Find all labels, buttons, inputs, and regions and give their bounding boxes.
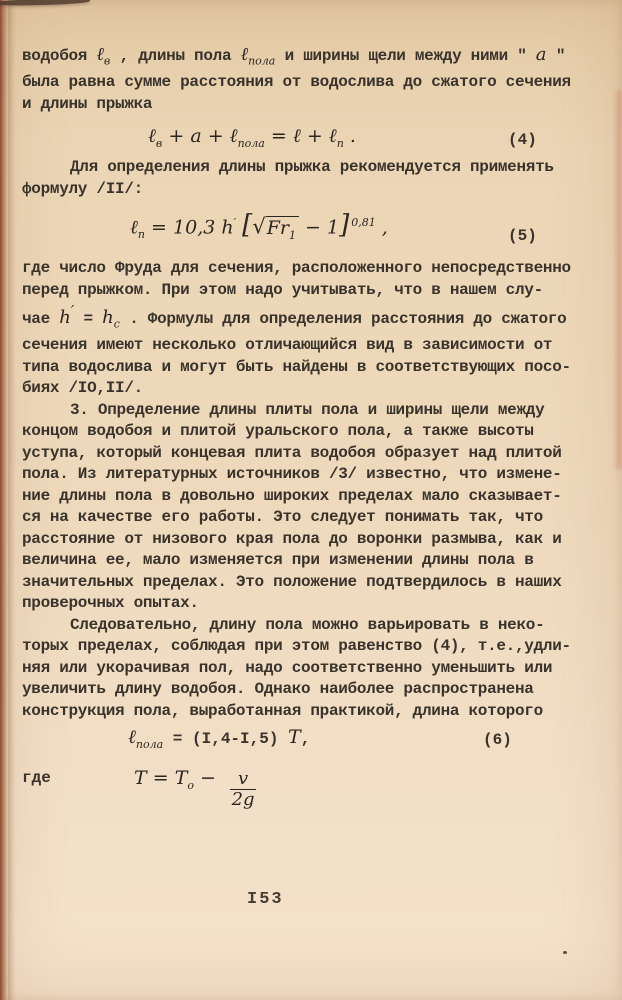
math-token: и ширины щели между ними: [275, 47, 518, 65]
paper-speck: [563, 951, 567, 954]
text-line: перед прыжком. При этом надо учитывать, что в нашем слу-: [22, 280, 543, 299]
text-line: сечения имеют несколько отличающийся вид в зависимости от: [22, 336, 553, 355]
text-line: пола. Из литературных источников /3/ известно, что измене-: [22, 465, 562, 484]
text-line: расстояние от низового края пола до воронки размыва, как и: [22, 529, 562, 548]
equation-4-body: ℓ$_в$ + a + ℓ$_{пола}$ = ℓ + ℓ$_п$ .: [148, 124, 356, 150]
equation-T: [22, 758, 614, 820]
text-line: конструкция пола, выработанная практикой, длина которого: [22, 701, 543, 720]
corner-smudge: [0, 0, 90, 6]
math-token: водобоя: [22, 47, 97, 65]
text-line: [22, 44, 614, 72]
text-line: и длины прыжка: [22, 94, 153, 113]
text-line: увеличить длину водобоя. Однако наиболее распространена: [22, 680, 534, 699]
h-symbol: $h_с$: [102, 307, 120, 331]
text-line: формулу /II/:: [22, 179, 143, 198]
text-line: была равна сумме расстояния от водослива до сжатого сечения: [22, 73, 571, 92]
math-token: чае: [22, 310, 60, 329]
math-token: ": [546, 47, 566, 65]
ell-symbol: ℓ$_{пола}$: [240, 44, 276, 68]
text-line: проверочных опытах.: [22, 594, 199, 613]
equation-T-body: $T = T_о$ − $\frac{v}{2g}$: [134, 767, 255, 811]
text-line: где число Фруда для сечения, расположенного непосредственно: [22, 259, 571, 278]
where-label: где: [22, 769, 51, 788]
math-token: . Формулы для определения расстояния до сжатого: [119, 310, 567, 329]
equation-5: [22, 200, 614, 258]
equation-6: [22, 724, 614, 758]
paper-right-edge-mark: [616, 90, 622, 470]
text-line: ся на качестве его работы. Это следует понимать так, что: [22, 508, 543, 527]
equation-number-4: (4): [508, 131, 537, 150]
text-line: концом водобоя и плитой уральского пола, а также высоты: [22, 422, 534, 441]
text-line: уступа, который концевая плита водобоя образует над плитой: [22, 443, 562, 462]
page-number: I53: [247, 890, 284, 909]
text-line: Следовательно, длину пола можно варьировать в неко-: [70, 615, 545, 634]
a-symbol: а: [535, 44, 547, 65]
paper-crease: [8, 0, 16, 1000]
equation-5-body: ℓ$_п$ = 10,3 h′ $[√Fr_1 - 1]$ $^{0,81}$ ,: [130, 209, 388, 242]
text-block: [22, 44, 614, 820]
equation-number-6: (6): [483, 731, 512, 750]
equation-4: [22, 123, 614, 157]
math-token: ": [517, 47, 536, 65]
text-line: ние длины пола в довольно широких пределах мало сказывает-: [22, 486, 562, 505]
text-line: Для определения длины прыжка рекомендуется применять: [70, 158, 554, 177]
text-line: няя или укорачивая пол, надо соответственно уменьшить или: [22, 658, 553, 677]
ell-symbol: ℓ$_в$: [96, 44, 111, 68]
math-token: , длины пола: [110, 47, 241, 65]
h-symbol: h′: [59, 302, 75, 329]
equation-6-body: ℓ$_{пола}$ = (I,4-I,5) T,: [128, 726, 311, 751]
sqrt-icon: √: [252, 214, 266, 239]
text-line: значительных пределах. Это положение подтвердилось в наших: [22, 572, 562, 591]
text-line: 3. Определение длины плиты пола и ширины щели между: [70, 400, 545, 419]
text-line: величина ее, мало изменяется при изменении длины пола в: [22, 551, 534, 570]
text-line: биях /IO,II/.: [22, 379, 143, 398]
equation-number-5: (5): [508, 227, 537, 246]
text-line: типа водослива и могут быть найдены в соответствующих посо-: [22, 357, 571, 376]
text-line: [22, 301, 614, 335]
fraction: $\frac{v}{2g}$: [231, 768, 255, 811]
text-line: торых пределах, соблюдая при этом равенство (4), т.е.,удли-: [22, 637, 571, 656]
math-token: =: [74, 310, 103, 329]
